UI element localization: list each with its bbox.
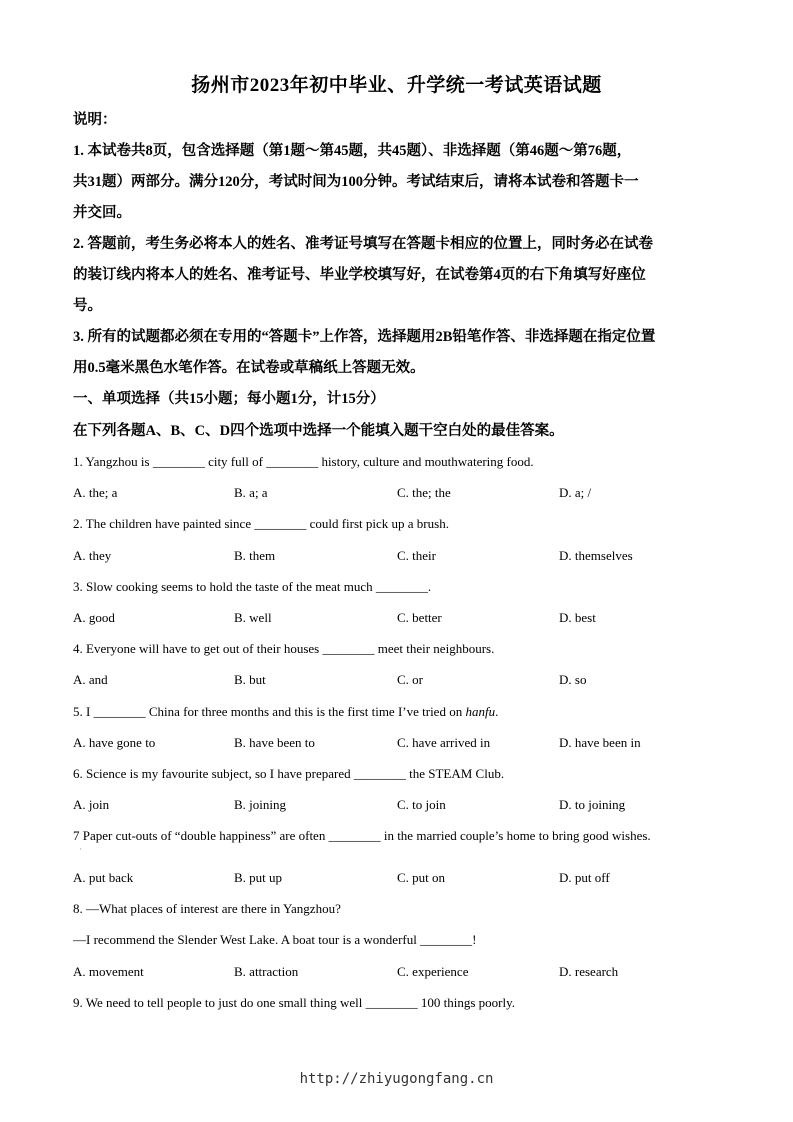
instruction-line: 并交回。 [73,205,131,221]
section-directions: 在下列各题A、B、C、D四个选项中选择一个能填入题干空白处的最佳答案。 [73,423,564,439]
q7-option-b: B. put up [234,870,283,885]
q3-option-a: A. good [73,610,115,625]
q5-option-c: C. have arrived in [397,735,491,750]
question-7: 7 Paper cut-outs of “double happiness” are often ________ in the married couple’s home to bring good wishes. [73,828,651,843]
q2-option-a: A. they [73,548,112,563]
instruction-line: 的装订线内将本人的姓名、准考证号、毕业学校填写好，在试卷第4页的右下角填写好座位 [73,267,646,283]
question-4: 4. Everyone will have to get out of their houses ________ meet their neighbours. [73,641,495,656]
instruction-line: 用0.5毫米黑色水笔作答。在试卷或草稿纸上答题无效。 [73,360,425,376]
question-3: 3. Slow cooking seems to hold the taste of the meat much ________. [73,579,432,594]
question-1: 1. Yangzhou is ________ city full of ________ history, culture and mouthwatering food. [73,454,534,469]
q3-option-d: D. best [559,610,596,625]
q2-option-d: D. themselves [559,548,633,563]
q6-option-a: A. join [73,797,110,812]
question-5-end: . [495,704,499,719]
question-5 [73,703,498,721]
question-5-italic: hanfu [465,704,496,719]
instruction-line: 号。 [73,298,102,314]
page-title: 扬州市2023年初中毕业、升学统一考试英语试题 [191,75,602,96]
instruction-line: 3. 所有的试题都必须在专用的“答题卡”上作答，选择题用2B铅笔作答、非选择题在指定位置 [73,329,656,345]
q5-option-a: A. have gone to [73,735,156,750]
q1-option-d: D. a; / [559,485,592,500]
q7-option-c: C. put on [397,870,446,885]
q1-option-a: A. the; a [73,485,118,500]
question-8-reply: —I recommend the Slender West Lake. A boat tour is a wonderful ________! [73,932,477,947]
q6-option-c: C. to join [397,797,446,812]
instruction-line: 2. 答题前，考生务必将本人的姓名、准考证号填写在答题卡相应的位置上，同时务必在试卷 [73,236,653,252]
question-2: 2. The children have painted since ________ could first pick up a brush. [73,516,449,531]
q8-option-d: D. research [559,964,619,979]
q7-option-a: A. put back [73,870,134,885]
q4-option-a: A. and [73,672,108,687]
stray-dot: · [79,845,82,854]
q2-option-b: B. them [234,548,276,563]
q8-option-c: C. experience [397,964,469,979]
q4-option-b: B. but [234,672,266,687]
question-9: 9. We need to tell people to just do one small thing well ________ 100 things poorly. [73,995,515,1010]
q3-option-b: B. well [234,610,272,625]
footer-url: http://zhiyugongfang.cn [299,1071,494,1087]
question-8: 8. —What places of interest are there in Yangzhou? [73,901,341,916]
q2-option-c: C. their [397,548,436,563]
instruction-line: 1. 本试卷共8页，包含选择题（第1题～第45题，共45题）、非选择题（第46题～第76题， [73,143,632,159]
q1-option-c: C. the; the [397,485,451,500]
question-5-text: 5. I ________ China for three months and this is the first time I’ve tried on [73,704,466,719]
instructions-heading: 说明： [73,112,117,128]
question-6: 6. Science is my favourite subject, so I have prepared ________ the STEAM Club. [73,766,505,781]
q4-option-d: D. so [559,672,587,687]
q3-option-c: C. better [397,610,442,625]
q8-option-a: A. movement [73,964,144,979]
q1-option-b: B. a; a [234,485,268,500]
instruction-line: 共31题）两部分。满分120分，考试时间为100分钟。考试结束后，请将本试卷和答题卡一 [73,174,639,190]
q8-option-b: B. attraction [234,964,299,979]
q5-option-b: B. have been to [234,735,315,750]
q6-option-d: D. to joining [559,797,626,812]
q6-option-b: B. joining [234,797,287,812]
section-heading: 一、单项选择（共15小题；每小题1分，计15分） [73,391,385,407]
q7-option-d: D. put off [559,870,610,885]
q5-option-d: D. have been in [559,735,641,750]
q4-option-c: C. or [397,672,423,687]
